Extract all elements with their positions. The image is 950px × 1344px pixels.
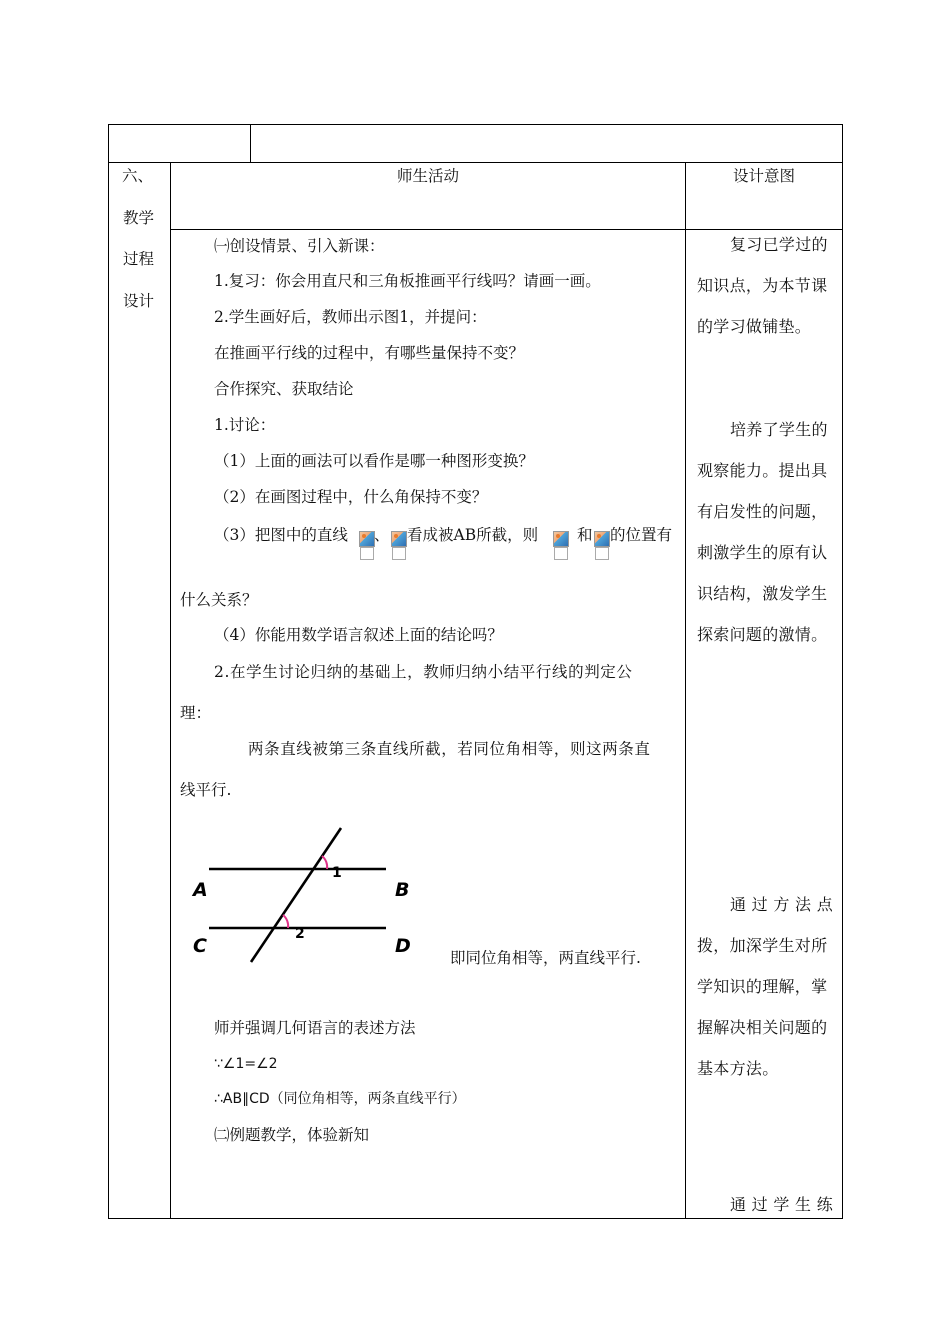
intent-column-divider (685, 162, 686, 1219)
section-title-line-2: 过程 (123, 250, 155, 268)
axiom-line-1: 两条直线被第三条直线所截，若同位角相等，则这两条直 (248, 740, 651, 758)
label-d: D (395, 935, 411, 957)
intro-heading: ㈠创设情景、引入新课： (214, 237, 385, 255)
section-number: 六、 (122, 167, 154, 185)
example-heading: ㈡例题教学，体验新知 (214, 1126, 370, 1144)
emphasis-text: 师并强调几何语言的表述方法 (214, 1019, 416, 1037)
intent-p2-line-1: 培养了学生的 (730, 420, 828, 439)
intent-p4-line-1: 通 过 学 生 练 (730, 1195, 834, 1214)
broken-image-icon (359, 531, 374, 559)
question-text: 在推画平行线的过程中，有哪些量保持不变？ (214, 344, 525, 362)
intent-p3-line-2: 拨，加深学生对所 (697, 936, 828, 955)
broken-image-icon (553, 531, 568, 559)
table-bottom-border (108, 1218, 843, 1219)
show-figure-text: 2.学生画好后，教师出示图1，并提问： (214, 308, 487, 326)
question-3-continued: 什么关系？ (180, 591, 258, 609)
label-c: C (193, 935, 207, 957)
intent-p2-line-2: 观察能力。提出具 (697, 461, 828, 480)
table-row-divider (108, 162, 843, 163)
intent-header: 设计意图 (733, 167, 796, 185)
intent-p3-line-1: 通 过 方 法 点 (730, 895, 834, 914)
label-b: B (395, 879, 410, 901)
axiom-line-2: 线平行. (180, 781, 232, 799)
question-4: （4）你能用数学语言叙述上面的结论吗？ (214, 626, 503, 644)
therefore-statement: ∴AB∥CD（同位角相等，两条直线平行） (214, 1091, 466, 1107)
broken-image-icon (594, 531, 609, 559)
angle-1-arc (322, 856, 327, 869)
question-2: （2）在画图过程中，什么角保持不变？ (214, 488, 488, 506)
intent-p3-line-3: 学知识的理解，掌 (697, 977, 828, 996)
section-column-divider (170, 162, 171, 1219)
intent-p1-line-3: 的学习做铺垫。 (697, 317, 812, 336)
section-title-line-3: 设计 (123, 292, 155, 310)
intent-p3-line-5: 基本方法。 (697, 1059, 779, 1078)
angle-2-arc (283, 915, 288, 928)
question-3-part-c: 看成被AB所截，则 (407, 526, 539, 544)
intent-p2-line-3: 有启发性的问题， (697, 502, 828, 521)
intent-p2-line-6: 探索问题的激情。 (697, 625, 828, 644)
intent-p1-line-2: 知识点，为本节课 (697, 276, 828, 295)
intent-p1-line-1: 复习已学过的 (730, 235, 828, 254)
question-3-part-e: 的位置有 (610, 526, 673, 544)
intent-p2-line-5: 识结构，激发学生 (697, 584, 828, 603)
top-row-divider-vertical (250, 124, 251, 162)
explore-heading: 合作探究、获取结论 (214, 380, 354, 398)
review-text: 1.复习：你会用直尺和三角板推画平行线吗？请画一画。 (214, 272, 601, 290)
table-left-border (108, 124, 109, 1219)
activity-header: 师生活动 (397, 167, 460, 185)
table-top-border (108, 124, 843, 125)
question-1: （1）上面的画法可以看作是哪一种图形变换？ (214, 452, 534, 470)
question-3-part-a: （3）把图中的直线 (214, 526, 348, 544)
because-statement: ∵∠1=∠2 (214, 1056, 278, 1072)
figure-caption: 即同位角相等，两直线平行. (450, 949, 641, 967)
discuss-label: 1.讨论： (214, 416, 276, 434)
question-3-part-b: 、 (374, 526, 390, 544)
summary-line-2: 理： (180, 704, 212, 722)
parallel-lines-figure (185, 820, 435, 970)
intent-p2-line-4: 刺激学生的原有认 (697, 543, 828, 562)
label-a: A (193, 879, 208, 901)
angle-2-label: 2 (295, 926, 305, 942)
header-row-divider (170, 229, 843, 230)
angle-1-label: 1 (332, 865, 342, 881)
intent-p3-line-4: 握解决相关问题的 (697, 1018, 828, 1037)
question-3-part-d: 和 (577, 526, 593, 544)
broken-image-icon (391, 531, 406, 559)
section-title-line-1: 教学 (123, 209, 155, 227)
summary-line-1: 2.在学生讨论归纳的基础上，教师归纳小结平行线的判定公 (214, 663, 633, 681)
table-right-border (842, 124, 843, 1219)
